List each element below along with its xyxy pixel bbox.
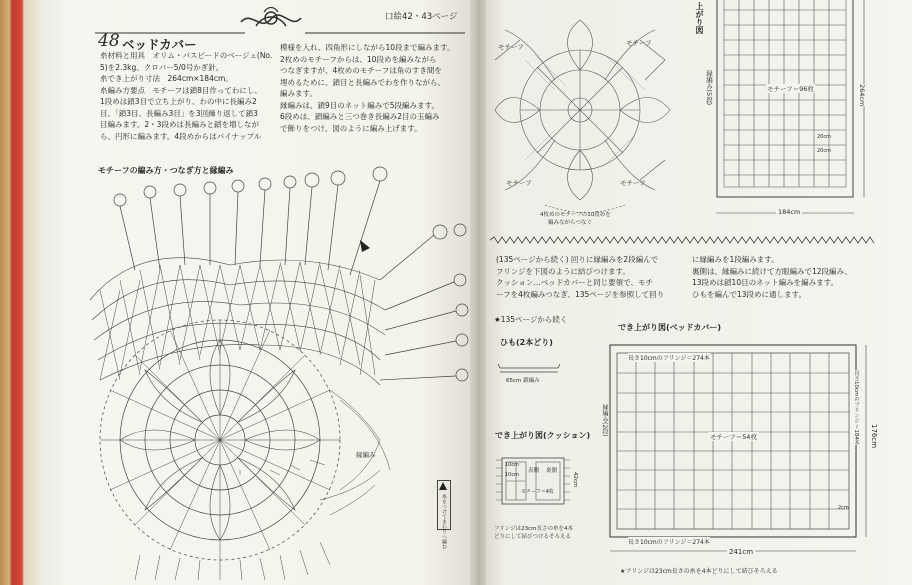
- motif-fill-note-2: 編みながらつなぐ: [548, 220, 592, 226]
- cushion-fringe-note-1: フリンジは23cm長さの糸を4本: [494, 526, 574, 532]
- motif-fill-note-1: 4枚めのモチーフの10段めを: [540, 212, 611, 218]
- cushion-cell-1: 10cm: [505, 462, 519, 468]
- cell-c: 2cm: [838, 505, 849, 511]
- cushion-heading: でき上がり図(クッション): [495, 431, 591, 440]
- width-bottom: 241cm: [729, 548, 754, 556]
- crochet-chart: [80, 170, 470, 585]
- motif-label-4: モチーフ: [620, 179, 646, 187]
- cushion-fringe-note-2: どりにして結びつけるそろえる: [494, 534, 572, 540]
- motif-count-top: モチーフ＝96枚: [767, 85, 814, 93]
- edge-side-label: 縁編み(5段): [705, 70, 713, 106]
- motif-join-diagram: [495, 0, 695, 230]
- header-reference: 口絵42・43ページ: [385, 12, 458, 22]
- edge-label: 縁編み: [356, 451, 376, 459]
- header-ornament-icon: [236, 4, 306, 34]
- cushion-motif-count: モチーフ＝4枚: [521, 489, 554, 495]
- cord-heading: ひも(2本どり): [500, 338, 553, 347]
- motif-label-1: モチーフ: [498, 43, 524, 51]
- cell-a: 20cm: [817, 134, 831, 140]
- spec-text: 糸材料と用具 オリム・パスピードのベージュ(No. 5)を2.3kg、クロバー5/0号かぎ針。 糸でき上がり寸法 264cm×184cm。 糸編み方要点 モチーフは鎖8目作ってわにし、 1段めは鎖3目で立ち上がり、わの中に長編み2 目、「鎖3目、長編み3目」を3回繰り返して鎖3 目編みます。2・3段めは長編みと鎖を増しなが ら、円形に編みます。4段めからはパイナップル: [100, 51, 273, 141]
- width-top: 184cm: [778, 208, 801, 216]
- cushion-cell-2: 10cm: [505, 472, 519, 478]
- edge-side-bottom: 縁編み(2段): [601, 404, 608, 437]
- cell-b: 20cm: [817, 148, 831, 154]
- continued-text-right: に縁編みを1段編みます。 裏側は、縁編みに続けて方眼編みで12段編み、 13段めは鎖10目のネット編みを編みます。 ひもを編んで13段めに通します。: [692, 255, 852, 299]
- fringe-bottom: 長さ10cmのフリンジ＝274本: [628, 539, 710, 546]
- height-bottom: 176cm: [870, 424, 878, 449]
- bedcover-heading: でき上がり図(ベッドカバー): [618, 323, 722, 332]
- continued-from: ★135ページから続く: [494, 315, 568, 324]
- motif-count-bottom: モチーフ＝54枚: [710, 433, 757, 441]
- finished-top-heading: 上がり図: [695, 2, 704, 34]
- cushion-back: 裏側: [546, 468, 558, 474]
- book-spine: [0, 0, 40, 585]
- pattern-number: 48: [98, 31, 120, 51]
- motif-label-3: モチーフ: [506, 179, 532, 187]
- fringe-side: 長さ10cmのフリンジ＝184本: [853, 370, 859, 446]
- fringe-footnote: ★フリンジは23cm長さの糸を4本どりにして結びそろえる: [620, 568, 778, 575]
- bedcover-grid: [610, 345, 870, 545]
- page-title: ベッドカバー: [122, 37, 197, 52]
- motif-label-2: モチーフ: [626, 39, 652, 47]
- arrow-note: 糸をつけてまわりへ編む: [441, 494, 447, 549]
- cord-label: 65cm 鎖編み: [506, 378, 540, 384]
- up-arrow-icon: [439, 482, 447, 492]
- height-top: 264cm: [858, 84, 866, 107]
- continued-text-left: (135ページから続く) 回りに縁編みを2段編んで フリンジを下図のように結びつけます。 クッション…ベッドカバーと同じ要領で、モチ ーフを4枚編みつなぎ、135ページを参照して回り: [496, 255, 665, 299]
- diagram-heading: モチーフの編み方・つなぎ方と縁編み: [98, 166, 234, 175]
- fringe-top: 長さ10cmのフリンジ＝274本: [628, 355, 710, 362]
- zigzag-divider: [490, 236, 880, 244]
- top-grid-frame: [716, 0, 856, 200]
- cushion-front: 表側: [528, 468, 540, 474]
- cushion-size: 42cm: [572, 472, 578, 488]
- body-text: 模様を入れ、四角形にしながら10段まで編みます。 2枚めのモチーフからは、10段めを編みながら つなぎますが、4枚めのモチーフは角のすき間を 埋めるために、鎖目と長編みでわを作りながら、 編みます。 縁編みは、鎖9目のネット編みで5段編みます。 6段めは、鎖編みと三つ巻き長編み2目の玉編み で飾りをつけ、図のように編み上げます。: [280, 43, 455, 133]
